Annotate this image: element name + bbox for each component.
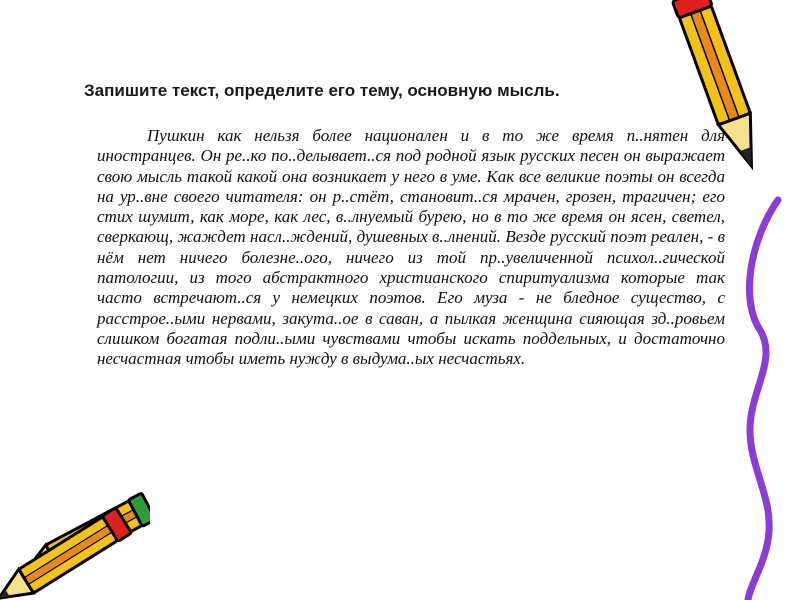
pencils-icon (0, 480, 150, 600)
exercise-text: Пушкин как нельзя более национален и в то же время п..нятен для иностранцев. Он ре..ко по..делывает..ся под родной язык русских песен он выражает свою мысль такой какой она возникает у него в уме. Как все великие поэты он всегда на ур..вне своего читателя: он р..стёт, становит..ся мрачен, грозен, трагичен; его стих шумит, как море, как лес, в..лнуемый бурею, но в то же время он ясен, светел, сверкающ, жаждет насл..ждений, душевных в..лнений. Везде русский поэт реален, - в нём нет ничего болезне..ого, ничего из той пр..увеличенной психол..гической патологии, из того абстрактного христианского спиритуализма которые так часто встречают..ся у немецких поэтов. Его муза - не бледное существо, с расстрое..ыми нервами, закута..ое в саван, а пылкая женщина сияющая зд..ровьем слишком богатая подли..ыми чувствами чтобы искать поддельных, и достаточно несчастная чтобы иметь нужду в выдума..ых несчастьях. (97, 126, 725, 369)
page-title: Запишите текст, определите его тему, основную мысль. (84, 81, 560, 100)
